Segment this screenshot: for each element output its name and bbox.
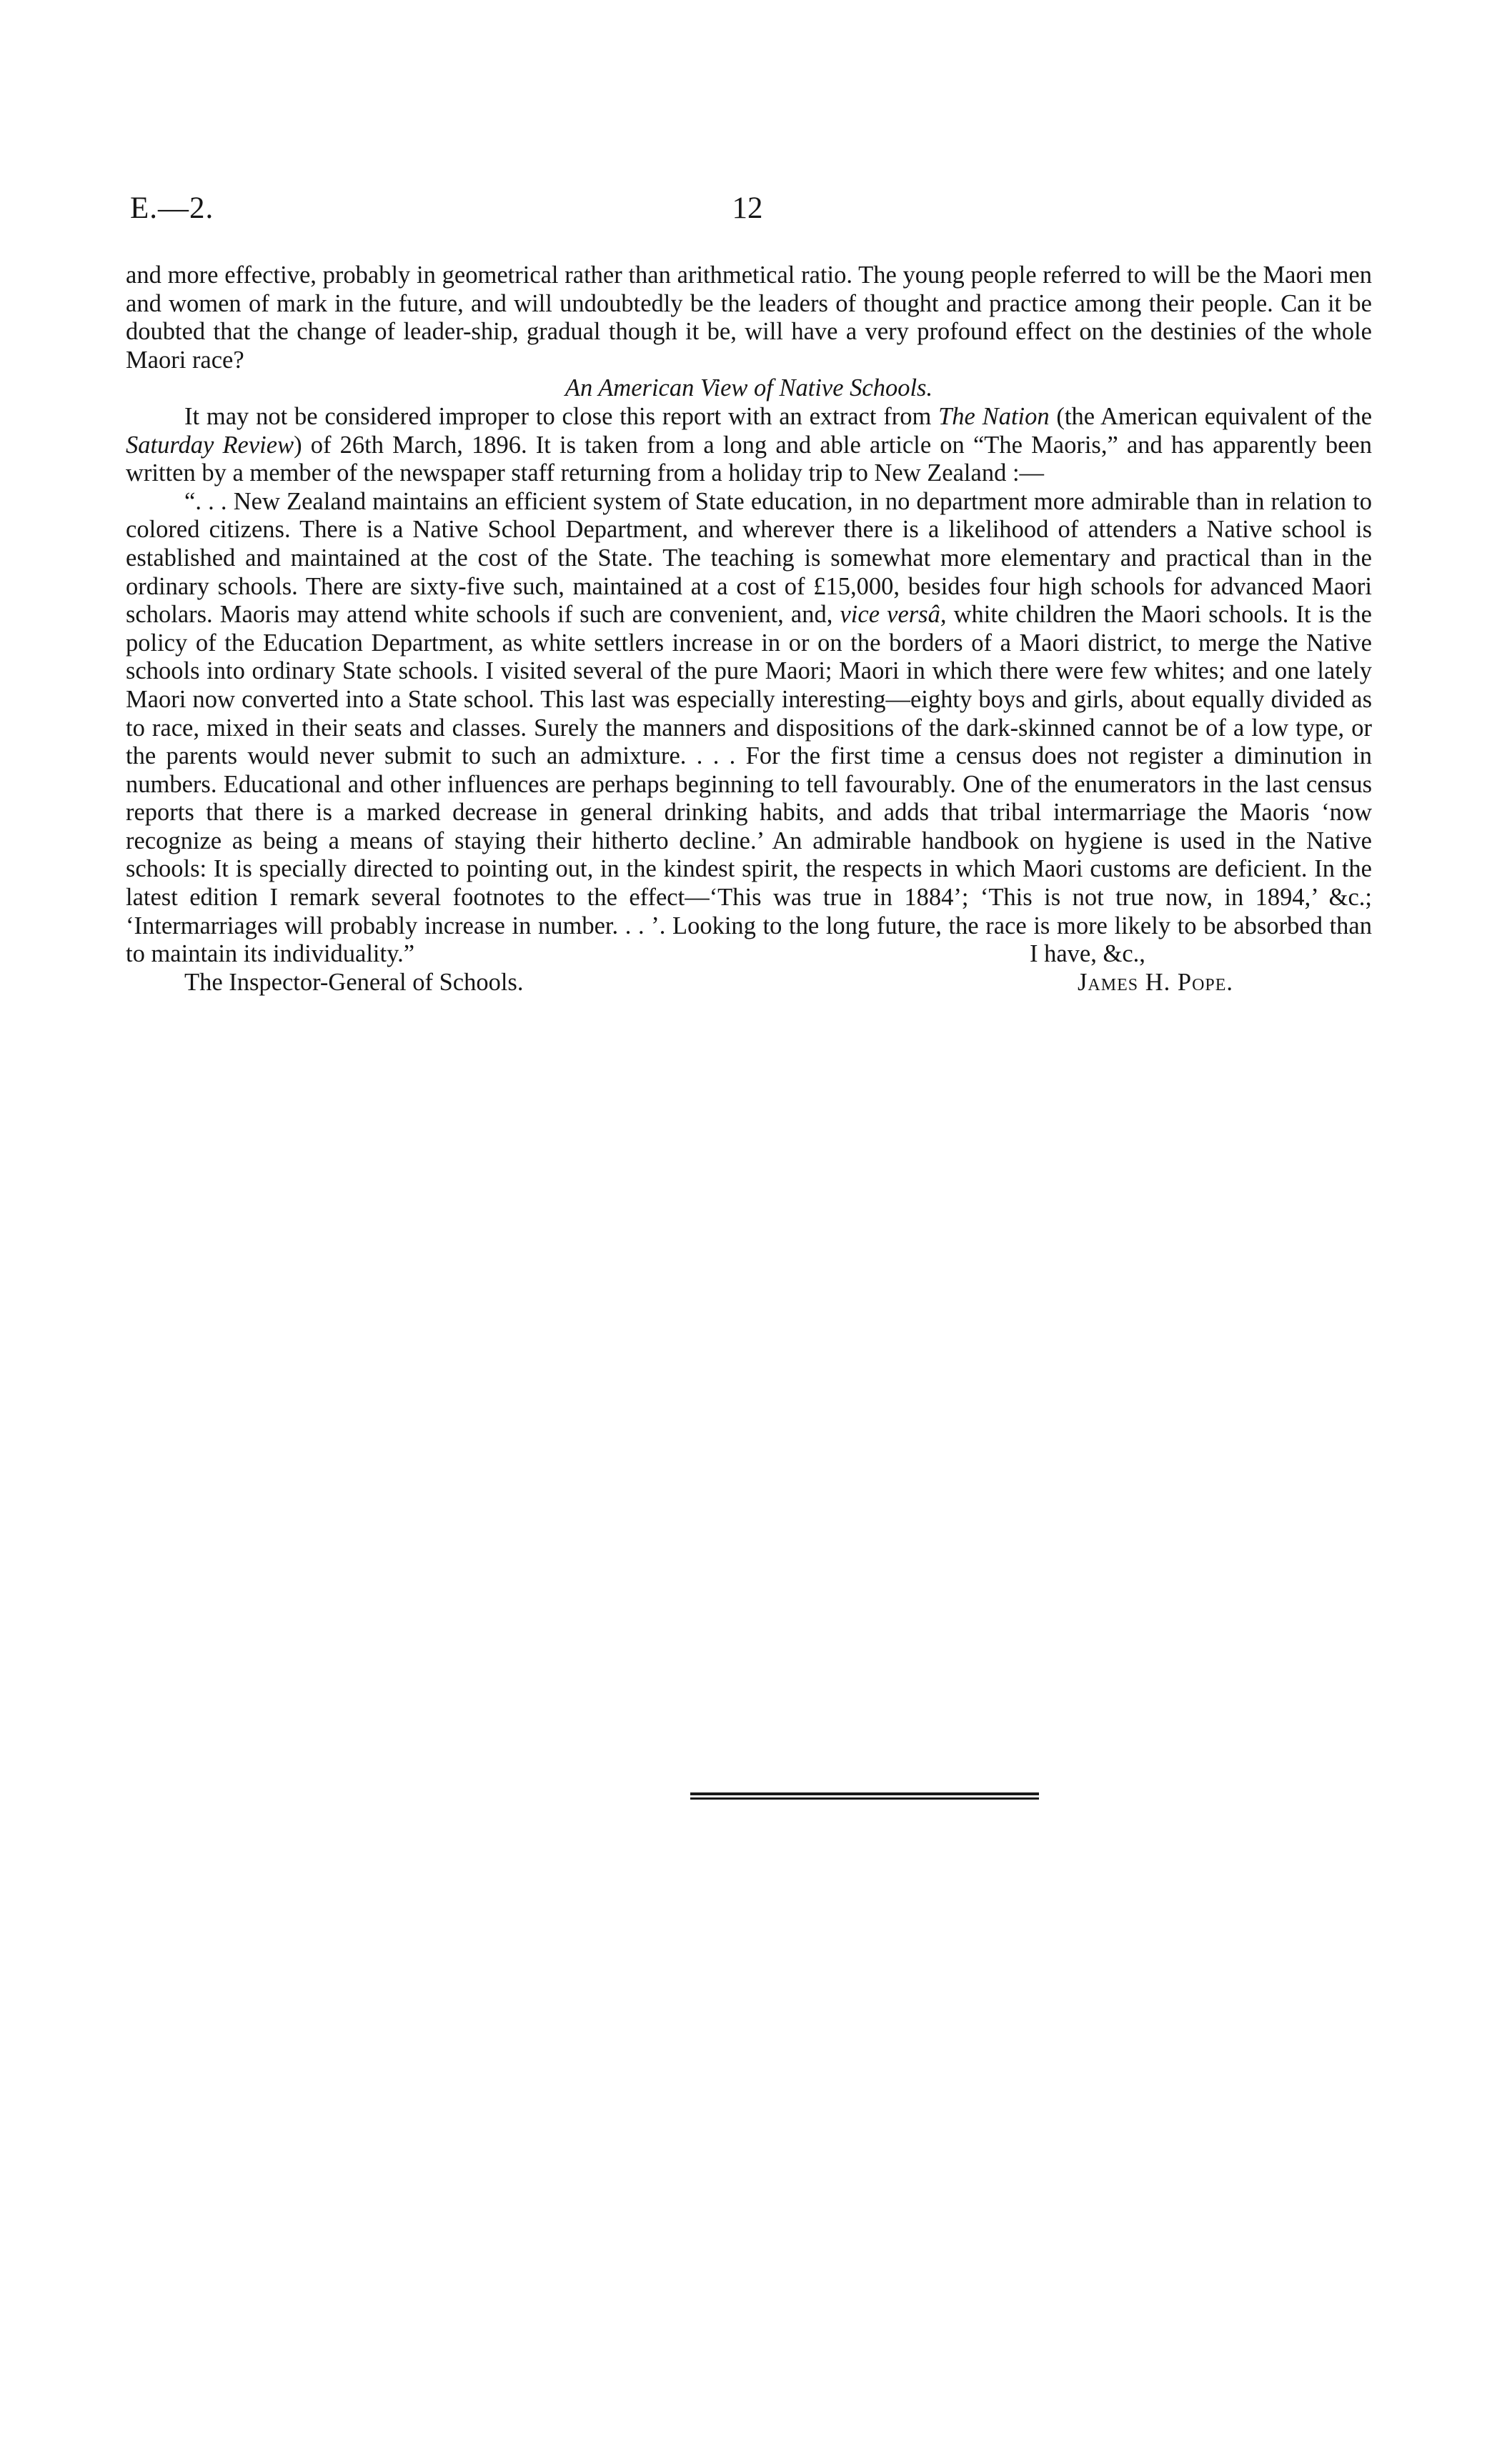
- intro-text-3: ) of 26th March, 1896. It is taken from a long and able article on “The Maoris,” and has apparently been written by a member of the newspaper staff returning from a holiday trip to New Zealand :—: [126, 431, 1372, 487]
- paragraph-continuation: and more effective, probably in geometrical rather than arithmetical ratio. The young people referred to will be the Maori men and women of mark in the future, and will undoubtedly be the leaders of thought and practice among their people. Can it be doubted that the change of leader-ship, gradual though it be, will have a very profound effect on the destinies of the whole Maori race?: [126, 261, 1372, 374]
- signoff-block: [126, 940, 1372, 1025]
- intro-italic-review: Saturday Review: [126, 431, 294, 459]
- section-heading: An American View of Native Schools.: [565, 374, 933, 402]
- page-body: [126, 261, 1372, 1025]
- quote-text-2: white children the Maori schools. It is the policy of the Education Department, as white settlers increase in or on the borders of a Maori district, to merge the Native schools into ordinary State schools. I visited several of the pure Maori; Maori in which there were few whites; and one lately Maori now converted into a State school. This last was especially interesting—eighty boys and girls, about equally divided as to race, mixed in their seats and classes. Surely the manners and dispositions of the dark-skinned cannot be of a low type, or the parents would never submit to such an admixture. . . . For the first time a census does not register a diminution in numbers. Educational and other influences are perhaps beginning to tell favourably. One of the enumerators in the last census reports that there is a marked decrease in general drinking habits, and adds that tribal intermarriage the Maoris ‘now recognize as being a means of staying their hitherto decline.’ An admirable handbook on hygiene is used in the Native schools: It is specially directed to pointing out, in the kindest spirit, the respects in which Maori customs are deficient. In the latest edition I remark several footnotes to the effect—‘This was true in 1884’; ‘This is not true now, in 1894,’ &c.; ‘Intermarriages will probably increase in number. . . ’. Looking to the long future, the race is more likely to be absorbed than to maintain its individuality.”: [126, 601, 1372, 968]
- quoted-extract: [126, 488, 1372, 969]
- document-page: [126, 0, 1372, 2464]
- intro-text-2: (the American equivalent of the: [1049, 402, 1373, 430]
- page-header: [126, 187, 1372, 230]
- quote-italic-vice-versa: vice versâ,: [840, 601, 947, 629]
- end-rule-divider: [690, 1792, 1039, 1800]
- intro-text-1: It may not be considered improper to close this report with an extract from: [184, 402, 939, 430]
- end-rule-thin: [690, 1797, 1039, 1800]
- intro-italic-nation: The Nation: [938, 402, 1050, 430]
- quote-text-1: “. . . New Zealand maintains an efficient system of State education, in no department more admirable than in relation to colored citizens. There is a Native School Department, and wherever there is a likelihood of attenders a Native school is established and maintained at the cost of the State. The teaching is somewhat more elementary and practical than in the ordinary schools. There are sixty-five such, maintained at a cost of £15,000, besides four high schools for advanced Maori scholars. Maoris may attend white schools if such are convenient, and,: [126, 487, 1372, 629]
- addressee: The Inspector-General of Schools.: [184, 968, 524, 996]
- closing-greeting: I have, &c.,: [1030, 940, 1145, 968]
- signature: James H. Pope.: [1078, 968, 1234, 996]
- page-number: 12: [732, 191, 763, 225]
- document-reference: E.—2.: [130, 191, 214, 225]
- paragraph-introduction: [126, 403, 1372, 488]
- end-rule-thick: [690, 1792, 1039, 1795]
